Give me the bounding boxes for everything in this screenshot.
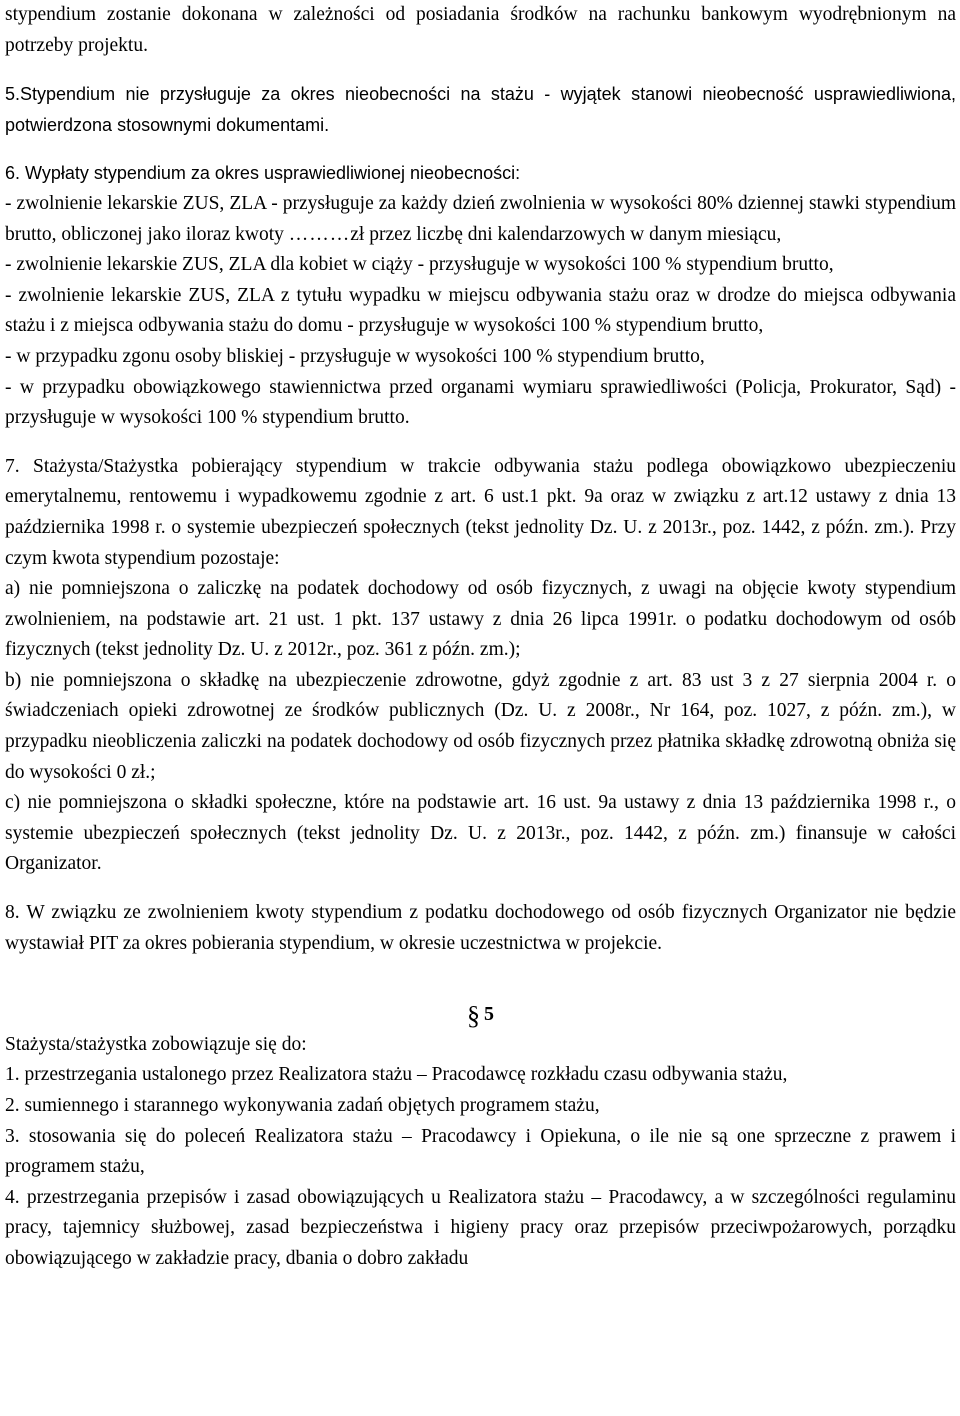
item-1-text-b: zł przez liczbę dni kalendarzowych w danym miesiącu, xyxy=(350,223,782,245)
item-1-dots: ……… xyxy=(288,223,351,245)
paragraph-6-item-3: - zwolnienie lekarskie ZUS, ZLA z tytułu wypadku w miejscu odbywania stażu oraz w drodze do miejsca odbywania stażu i z miejsca odbywania stażu do domu - przysługuje w wysokości 100 % stypendium brutto, xyxy=(5,284,956,337)
paragraph-7-a: a) nie pomniejszona o zaliczkę na podatek dochodowy od osób fizycznych, z uwagi na objęcie kwoty stypendium zwolnieniem, na podstawie art. 21 ust. 1 pkt. 137 ustawy z dnia 26 lipca 1991r. o podatku dochodowym od osób fizycznych (tekst jednolity Dz. U. z 2012r., poz. 361 z późn. zm.); xyxy=(5,578,956,661)
spacer xyxy=(5,140,956,158)
paragraph-7-b: b) nie pomniejszona o składkę na ubezpieczenie zdrowotne, gdyż zgodnie z art. 83 ust 3 z 27 sierpnia 2004 r. o świadczeniach opieki zdrowotnej ze środków publicznych (Dz. U. z 2008r., Nr 164, poz. 1027, z późn. zm.), w przypadku nieobliczenia zaliczki na podatek dochodowy od osób fizycznych przez płatnika składkę zdrowotną obniża się do wysokości 0 zł.; xyxy=(5,669,956,783)
paragraph-6-item-1 xyxy=(5,189,956,250)
section-intro: Stażysta/stażystka zobowiązuje się do: xyxy=(5,1033,307,1055)
section-symbol: § xyxy=(467,1000,480,1030)
section-heading xyxy=(467,1000,956,1030)
paragraph-continuation: stypendium zostanie dokonana w zależności od posiadania środków na rachunku bankowym wyodrębnionym na potrzeby projektu. xyxy=(5,4,956,56)
spacer xyxy=(5,434,956,452)
section-item-4: 4. przestrzegania przepisów i zasad obowiązujących u Realizatora stażu – Pracodawcy, a w szczególności regulaminu pracy, tajemnicy służbowej, zasad bezpieczeństwa i higieny pracy oraz przepisów przeciwpożarowych, porządku obowiązującego w zakładzie pracy, dbania o dobro zakładu xyxy=(5,1186,956,1269)
paragraph-7-c: c) nie pomniejszona o składki społeczne, które na podstawie art. 16 ust. 9a ustawy z dnia 13 października 1998 r., o systemie ubezpieczeń społecznych (tekst jednolity Dz. U. z 2013r., poz. 1442, z późn. zm.) finansuje w całości Organizator. xyxy=(5,792,956,875)
spacer xyxy=(5,61,956,79)
section-number: 5 xyxy=(484,1002,494,1025)
item-1-text-a: - zwolnienie lekarskie ZUS, ZLA - przysługuje za każdy dzień zwolnienia w wysokości 80% dziennej stawki stypendium brutto, obliczonej jako iloraz kwoty xyxy=(5,192,956,245)
paragraph-6-item-4: - w przypadku zgonu osoby bliskiej - przysługuje w wysokości 100 % stypendium brutto, xyxy=(5,345,705,367)
paragraph-5: 5.Stypendium nie przysługuje za okres nieobecności na stażu - wyjątek stanowi nieobecność usprawiedliwiona, potwierdzona stosownymi dokumentami. xyxy=(5,84,956,135)
paragraph-6-item-5: - w przypadku obowiązkowego stawiennictwa przed organami wymiaru sprawiedliwości (Policja, Prokurator, Sąd) - przysługuje w wysokości 100 % stypendium brutto. xyxy=(5,376,956,429)
paragraph-8: 8. W związku ze zwolnieniem kwoty stypendium z podatku dochodowego od osób fizycznych Organizator nie będzie wystawiał PIT za okres pobierania stypendium, w okresie uczestnictwa w projekcie. xyxy=(5,902,956,954)
paragraph-6-item-2: - zwolnienie lekarskie ZUS, ZLA dla kobiet w ciąży - przysługuje w wysokości 100 % stypendium brutto, xyxy=(5,254,834,276)
section-item-3: 3. stosowania się do poleceń Realizatora stażu – Pracodawcy i Opiekuna, o ile nie są one sprzeczne z prawem i programem stażu, xyxy=(5,1125,956,1178)
paragraph-7-intro: 7. Stażysta/Stażystka pobierający stypendium w trakcie odbywania stażu podlega obowiązkowo ubezpieczeniu emerytalnemu, rentowemu i wypadkowemu zgodnie z art. 6 ust.1 pkt. 9a oraz w związku z art.12 ustawy z dnia 13 października 1998 r. o systemie ubezpieczeń społecznych (tekst jednolity Dz. U. z 2013r., poz. 1442, z późn. zm.). Przy czym kwota stypendium pozostaje: xyxy=(5,455,956,569)
spacer xyxy=(5,880,956,898)
section-item-2: 2. sumiennego i starannego wykonywania zadań objętych programem stażu, xyxy=(5,1095,600,1116)
paragraph-6-heading: 6. Wypłaty stypendium za okres usprawiedliwionej nieobecności: xyxy=(5,163,521,184)
section-item-1: 1. przestrzegania ustalonego przez Realizatora stażu – Pracodawcę rozkładu czasu odbywania stażu, xyxy=(5,1064,788,1086)
spacer xyxy=(5,959,956,990)
